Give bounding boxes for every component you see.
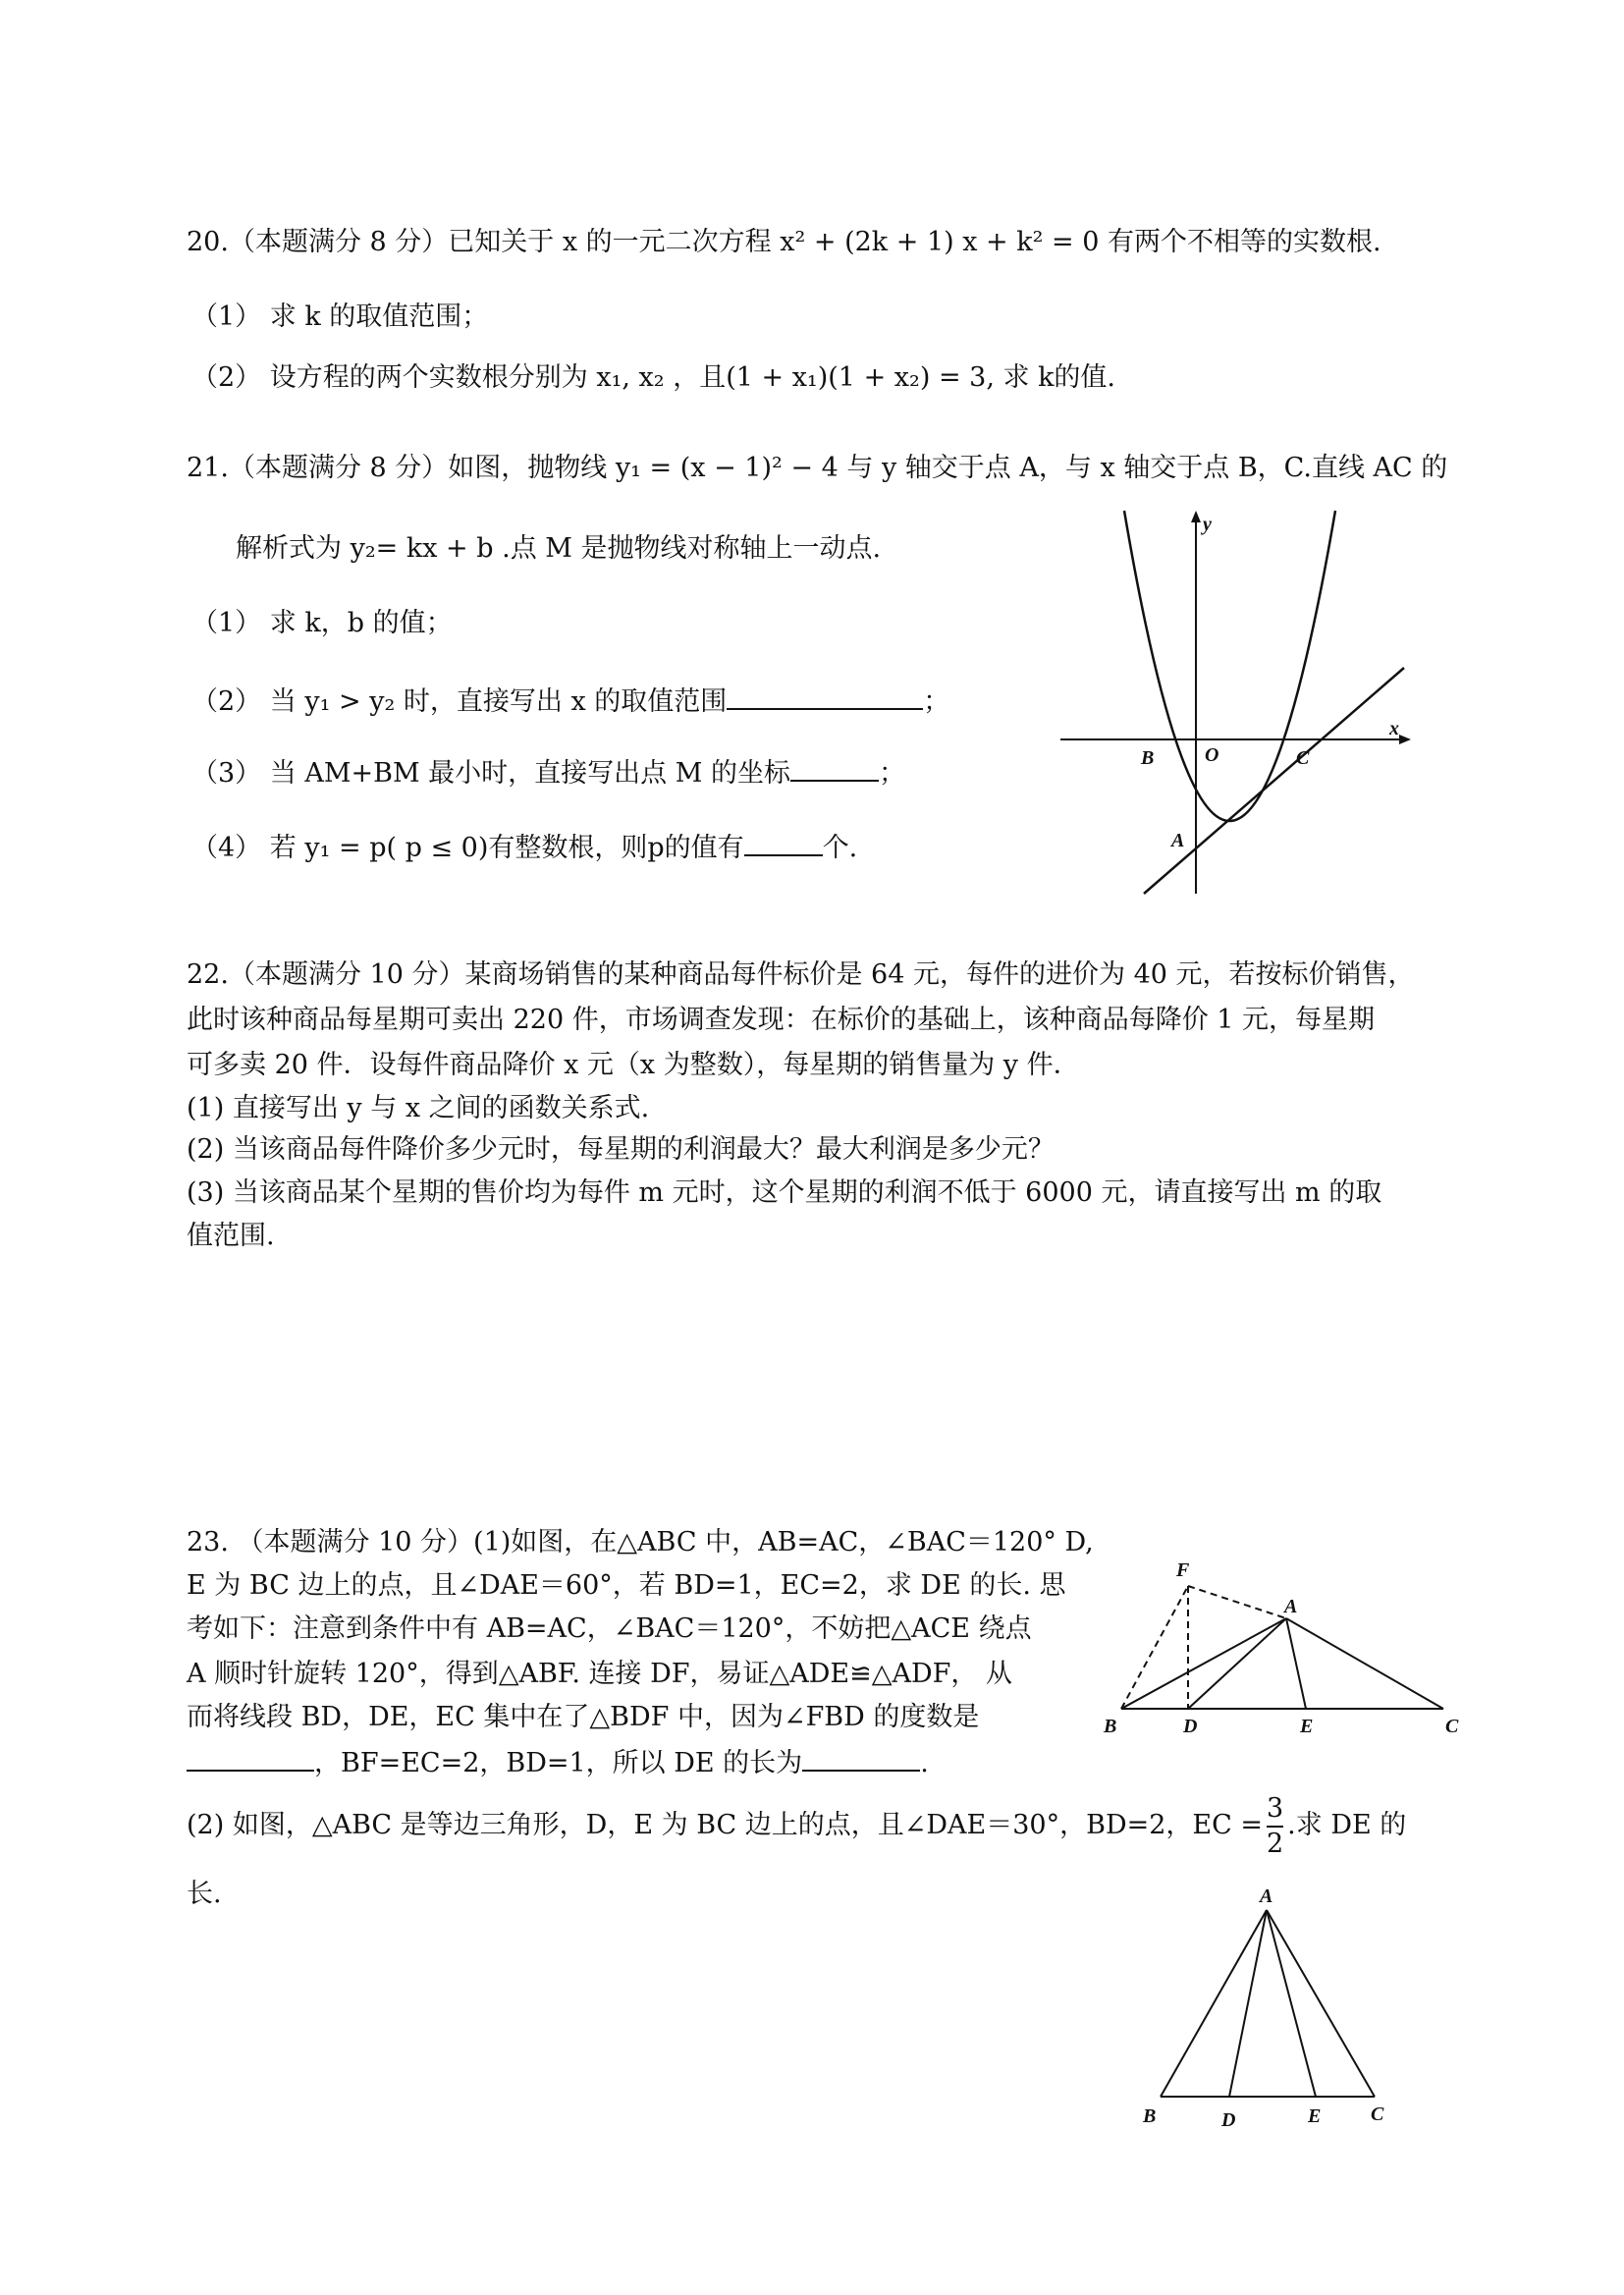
q23-part2-text: (2) 如图，△ABC 是等边三角形，D，E 为 BC 边上的点，且∠DAE＝30°，BD=2，EC = <box>187 1810 1263 1840</box>
q23-line6-text: ，BF=EC=2，BD=1，所以 DE 的长为 <box>314 1748 803 1778</box>
q21-part3-end: ； <box>879 758 905 789</box>
label-c: C <box>1371 2104 1384 2125</box>
q21-part2-end: ； <box>923 686 950 717</box>
q23-line2: E 为 BC 边上的点，且∠DAE＝60°，若 BD=1，EC=2，求 DE 的长. 思 <box>187 1570 1066 1601</box>
answer-blank[interactable] <box>802 1742 920 1772</box>
q22-line1: 22.（本题满分 10 分）某商场销售的某种商品每件标价是 64 元，每件的进价为 40 元，若按标价销售， <box>187 959 1415 990</box>
label-b: B <box>1143 2105 1157 2127</box>
q23-part2 <box>187 1787 1406 1864</box>
q23-line6-end: . <box>920 1748 929 1778</box>
label-f: F <box>1176 1559 1190 1581</box>
q23-line1: 23. （本题满分 10 分）(1)如图，在△ABC 中，AB=AC，∠BAC＝120° D, <box>187 1527 1094 1557</box>
q21-heading-cont: 解析式为 y₂= kx + b .点 M 是抛物线对称轴上一动点. <box>236 533 882 564</box>
q22-part3: (3) 当该商品某个星期的售价均为每件 m 元时，这个星期的利润不低于 6000 元，请直接写出 m 的取 <box>187 1177 1382 1208</box>
q23-line4: A 顺时针旋转 120°，得到△ABF. 连接 DF，易证△ADE≌△ADF， 从 <box>187 1659 1012 1689</box>
q23-line5: 而将线段 BD，DE，EC 集中在了△BDF 中，因为∠FBD 的度数是 <box>187 1702 980 1732</box>
q22-part1: (1) 直接写出 y 与 x 之间的函数关系式. <box>187 1093 650 1123</box>
segment-fa-dashed <box>1188 1586 1286 1618</box>
q21-part4-text: （4） 若 y₁ = p( p ≤ 0)有整数根，则p的值有 <box>191 833 744 863</box>
q23-line3: 考如下：注意到条件中有 AB=AC，∠BAC＝120°，不妨把△ACE 绕点 <box>187 1613 1032 1644</box>
q22-line2: 此时该种商品每星期可卖出 220 件，市场调查发现：在标价的基础上，该种商品每降价 1 元，每星期 <box>187 1005 1376 1035</box>
q22-line3: 可多卖 20 件．设每件商品降价 x 元（x 为整数），每星期的销售量为 y 件． <box>187 1050 1080 1080</box>
fraction-denominator: 2 <box>1266 1828 1284 1859</box>
label-c: C <box>1445 1716 1459 1737</box>
q22-part3-cont: 值范围. <box>187 1221 275 1251</box>
q21-part4 <box>191 827 857 867</box>
q21-part4-end: 个. <box>822 833 858 863</box>
label-d: D <box>1183 1716 1198 1737</box>
q20-part2: （2） 设方程的两个实数根分别为 x₁, x₂ ，且(1 + x₁)(1 + x₂) = 3, 求 k的值. <box>191 362 1116 393</box>
q22-part2: (2) 当该商品每件降价多少元时，每星期的利润最大？最大利润是多少元？ <box>187 1134 1055 1165</box>
q23-line6 <box>187 1742 929 1782</box>
q21-part2 <box>191 681 949 721</box>
label-c: C <box>1296 747 1310 769</box>
q21-heading: 21.（本题满分 8 分）如图，抛物线 y₁ = (x − 1)² − 4 与 y 轴交于点 A，与 x 轴交于点 B，C.直线 AC 的 <box>187 453 1448 483</box>
q20-heading: 20.（本题满分 8 分）已知关于 x 的一元二次方程 x² + (2k + 1) x + k² = 0 有两个不相等的实数根. <box>187 227 1381 257</box>
y-axis-arrow <box>1191 511 1201 522</box>
label-a: A <box>1284 1596 1298 1617</box>
q23-figure-2 <box>1129 1881 1414 2136</box>
segment-ab <box>1161 1910 1267 2097</box>
q21-part3-text: （3） 当 AM+BM 最小时，直接写出点 M 的坐标 <box>191 758 790 789</box>
label-a: A <box>1260 1885 1273 1907</box>
fraction-three-halves <box>1267 1792 1283 1861</box>
q21-part2-text: （2） 当 y₁ > y₂ 时，直接写出 x 的取值范围 <box>191 686 728 717</box>
q21-part3 <box>191 752 905 792</box>
q23-figure-1 <box>1090 1552 1483 1748</box>
q23-part2-cont: 长. <box>187 1879 222 1909</box>
label-e: E <box>1300 1716 1314 1737</box>
label-b: B <box>1104 1716 1117 1737</box>
answer-blank[interactable] <box>727 681 923 710</box>
x-axis-arrow <box>1399 735 1411 744</box>
segment-ac <box>1267 1910 1375 2097</box>
answer-blank[interactable] <box>187 1742 314 1772</box>
segment-ad <box>1229 1910 1267 2097</box>
parabola-curve <box>1124 511 1335 821</box>
label-d: D <box>1221 2109 1236 2131</box>
label-b: B <box>1141 747 1155 769</box>
q21-part1: （1） 求 k，b 的值； <box>191 608 453 638</box>
label-y: y <box>1203 514 1212 535</box>
segment-ac <box>1286 1618 1443 1709</box>
label-a: A <box>1171 830 1185 851</box>
answer-blank[interactable] <box>790 752 879 782</box>
line-ac <box>1144 668 1404 894</box>
segment-ae <box>1286 1618 1306 1709</box>
answer-blank[interactable] <box>744 827 823 856</box>
fraction-numerator: 3 <box>1267 1792 1283 1828</box>
q23-part2-end: .求 DE 的 <box>1287 1810 1407 1840</box>
label-o: O <box>1205 744 1219 766</box>
label-x: x <box>1389 718 1399 739</box>
segment-ae <box>1267 1910 1316 2097</box>
q20-part1: （1） 求 k 的取值范围； <box>191 301 489 332</box>
label-e: E <box>1308 2105 1322 2127</box>
q21-parabola-figure <box>1051 501 1424 903</box>
